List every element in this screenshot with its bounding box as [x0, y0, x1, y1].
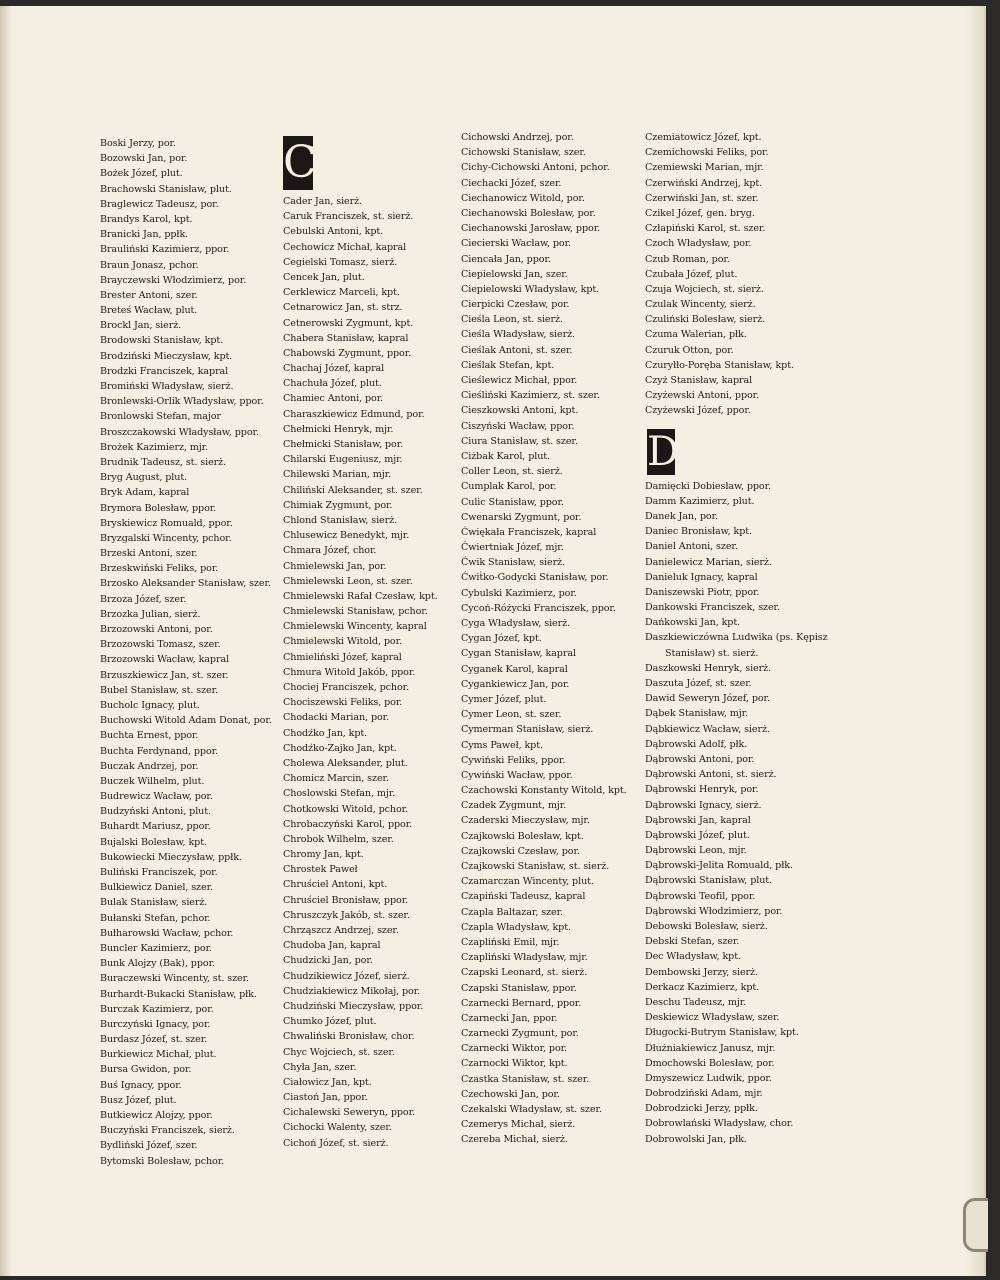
name-entry: Chełmicki Henryk, mjr.	[283, 423, 394, 435]
name-entry: Brodzki Franciszek, kapral	[100, 365, 229, 377]
name-entry: Chyła Jan, szer.	[283, 1061, 357, 1073]
drop-cap-d: D	[647, 428, 679, 475]
name-entry: Dąbkiewicz Wacław, sierż.	[645, 723, 770, 735]
name-entry: Czuliński Bolesław, sierż.	[645, 314, 766, 326]
name-entry: Czechowski Jan, por.	[461, 1088, 560, 1100]
name-entry: Brester Antoni, szer.	[100, 289, 198, 301]
name-entry: Buraczewski Wincenty, st. szer.	[100, 973, 249, 985]
name-entry: Cumplak Karol, por.	[461, 481, 557, 493]
name-entry: Brzosko Aleksander Stanisław, szer.	[100, 578, 271, 590]
name-entry: Chabowski Zygmunt, ppor.	[283, 347, 412, 359]
name-entry: Dąbrowski Antoni, st. sierż.	[645, 769, 777, 781]
name-entry: Czemichowski Feliks, por.	[645, 147, 769, 159]
name-entry: Brzeski Antoni, szer.	[100, 548, 198, 560]
name-entry: Daniel Antoni, szer.	[645, 541, 738, 553]
name-entry: Dąbek Stanisław, mjr.	[645, 708, 748, 720]
name-entry: Cygankiewicz Jan, por.	[461, 678, 570, 690]
name-entry: Czulak Wincenty, sierż.	[645, 299, 756, 311]
name-entry: Bułanski Stefan, pchor.	[100, 912, 211, 924]
drop-cap-c: C	[283, 137, 317, 188]
name-entry: Bryzgalski Wincenty, pchor.	[100, 532, 232, 544]
name-entry: Stanisław) st. sierż.	[665, 647, 759, 659]
name-entry: Brauliński Kazimierz, ppor.	[100, 244, 230, 256]
name-entry: Ciecierski Wacław, por.	[461, 238, 571, 250]
name-entry: Buchowski Witold Adam Donat, por.	[100, 715, 272, 727]
name-entry: Cywiński Wacław, ppor.	[461, 769, 573, 781]
name-entry: Breteś Wacław, plut.	[100, 305, 198, 317]
name-entry: Bytomski Bolesław, pchor.	[100, 1155, 225, 1167]
name-entry: Chachuła Józef, plut.	[283, 378, 382, 390]
name-entry: Ciechanowicz Witold, por.	[461, 192, 585, 204]
name-entry: Ciechanowski Bolesław, por.	[461, 207, 596, 219]
name-entry: Ćwik Stanisław, sierż.	[461, 557, 565, 569]
name-entry: Czuma Walerian, płk.	[645, 329, 747, 341]
name-entry: Czuruk Otton, por.	[645, 344, 734, 356]
name-entry: Ciżbak Karol, plut.	[461, 450, 550, 462]
name-entry: Buncler Kazimierz, por.	[100, 942, 212, 954]
name-entry: Dobrodzicki Jerzy, ppłk.	[645, 1103, 758, 1115]
name-entry: Daniec Bronisław, kpt.	[645, 526, 753, 538]
name-entry: Chudzikiewicz Józef, sierż.	[283, 970, 410, 982]
name-entry: Czekalski Władysław, st. szer.	[461, 1104, 602, 1115]
name-column-1	[100, 136, 272, 1169]
name-entry: Damięcki Dobiesław, ppor.	[645, 480, 771, 492]
name-entry: Cygan Józef, kpt.	[461, 633, 542, 645]
name-entry: Cyms Paweł, kpt.	[461, 739, 543, 751]
name-entry: Cichoń Józef, st. sierż.	[283, 1137, 389, 1149]
name-entry: Czadek Zygmunt, mjr.	[461, 800, 567, 812]
name-entry: Butkiewicz Alojzy, ppor.	[100, 1110, 213, 1121]
name-entry: Czoch Władysław, por.	[645, 238, 752, 250]
name-entry: Burczak Kazimierz, por.	[100, 1003, 214, 1015]
name-entry: Budrewicz Wacław, por.	[100, 791, 213, 803]
name-entry: Czarnecki Jan, ppor.	[461, 1012, 558, 1024]
name-entry: Brzeskwiński Feliks, por.	[100, 563, 219, 575]
name-entry: Czarnocki Wiktor, kpt.	[461, 1058, 568, 1070]
name-entry: Czapski Stanisław, ppor.	[461, 982, 577, 994]
name-entry: Buchta Ernest, ppor.	[100, 730, 199, 742]
name-entry: Ćwiękała Franciszek, kapral	[461, 526, 597, 538]
name-entry: Chwaliński Bronisław, chor.	[283, 1031, 415, 1043]
name-entry: Budzyński Antoni, plut.	[100, 806, 211, 818]
name-entry: Ciepielowski Władysław, kpt.	[461, 283, 600, 295]
name-entry: Dąbrowski Teofil, ppor.	[645, 890, 756, 902]
name-entry: Cymerman Stanisław, sierż.	[461, 724, 594, 736]
name-entry: Buhardt Mariusz, ppor.	[100, 821, 211, 833]
name-entry: Dańkowski Jan, kpt.	[645, 617, 741, 629]
name-entry: Czapski Leonard, st. sierż.	[461, 967, 588, 979]
name-entry: Czyżewski Józef, ppor.	[645, 405, 751, 417]
name-entry: Chmielewski Leon, st. szer.	[283, 575, 413, 587]
name-entry: Chruściel Bronisław, ppor.	[283, 894, 409, 906]
name-entry: Daniszewski Piotr, ppor.	[645, 586, 760, 598]
name-entry: Culic Stanisław, ppor.	[461, 496, 564, 508]
name-entry: Czerwiński Andrzej, kpt.	[645, 177, 763, 189]
name-entry: Brożek Kazimierz, mjr.	[100, 441, 209, 453]
name-entry: Brodziński Mieczysław, kpt.	[100, 350, 233, 362]
name-entry: Cichocki Walenty, szer.	[283, 1122, 392, 1134]
name-entry: Danielewicz Marian, sierż.	[645, 556, 772, 568]
name-entry: Charaszkiewicz Edmund, por.	[283, 408, 425, 420]
name-entry: Bubel Stanisław, st. szer.	[100, 684, 218, 696]
name-entry: Buliński Franciszek, por.	[100, 867, 218, 878]
name-entry: Chrząszcz Andrzej, szer.	[283, 925, 399, 936]
name-entry: Dąbrowski Jan, kapral	[645, 814, 751, 826]
name-entry: Cyga Władysław, sierż.	[461, 618, 571, 629]
name-entry: Dąbrowski Antoni, por.	[645, 753, 755, 765]
name-entry: Dobrowolski Jan, płk.	[645, 1133, 747, 1145]
name-entry: Ciencała Jan, ppor.	[461, 253, 551, 265]
name-entry: Chilewski Marian, mjr.	[283, 469, 392, 481]
name-entry: Bulkiewicz Daniel, szer.	[100, 882, 213, 894]
name-entry: Dąbrowski Ignacy, sierż.	[645, 799, 762, 811]
name-entry: Czapiński Tadeusz, kapral	[461, 891, 586, 903]
name-entry: Brockl Jan, sierż.	[100, 320, 182, 332]
name-entry: Brudnik Tadeusz, st. sierż.	[100, 456, 227, 468]
name-entry: Bryk Adam, kapral	[100, 487, 190, 499]
name-entry: Brzuszkiewicz Jan, st. szer.	[100, 669, 229, 681]
name-entry: Danieluk Ignacy, kapral	[645, 571, 758, 583]
name-entry: Buczak Andrzej, por.	[100, 760, 199, 772]
name-entry: Braglewicz Tadeusz, por.	[100, 198, 219, 210]
name-entry: Braun Jonasz, pchor.	[100, 259, 199, 271]
name-entry: Cygan Stanisław, kapral	[461, 648, 576, 660]
name-entry: Cichy-Cichowski Antoni, pchor.	[461, 162, 610, 174]
name-entry: Burdasz Józef, st. szer.	[100, 1034, 208, 1046]
name-entry: Cieszkowski Antoni, kpt.	[461, 405, 579, 417]
name-entry: Cechowicz Michał, kapral	[283, 241, 407, 253]
name-entry: Chmara Józef, chor.	[283, 545, 377, 557]
name-entry: Brandys Karol, kpt.	[100, 213, 193, 225]
name-entry: Chrostek Paweł	[283, 864, 358, 876]
name-entry: Bydliński Józef, szer.	[100, 1140, 198, 1152]
name-entry: Dmyszewicz Ludwik, ppor.	[645, 1072, 772, 1084]
name-entry: Chachaj Józef, kapral	[283, 363, 385, 375]
name-entry: Czaderski Mieczysław, mjr.	[461, 815, 590, 827]
name-entry: Chruściel Antoni, kpt.	[283, 879, 388, 891]
name-entry: Czubała Józef, plut.	[645, 268, 738, 280]
name-entry: Chotkowski Witold, pchor.	[283, 803, 409, 815]
name-entry: Chełmicki Stanisław, por.	[283, 439, 404, 450]
name-entry: Dąbrowski Józef, plut.	[645, 829, 750, 841]
name-entry: Czemiatowicz Józef, kpt.	[645, 132, 762, 143]
name-entry: Buczyński Franciszek, sierż.	[100, 1125, 235, 1137]
name-entry: Coller Leon, st. sierż.	[461, 466, 563, 478]
name-entry: Chrobok Wilhelm, szer.	[283, 833, 394, 845]
name-entry: Brodowski Stanisław, kpt.	[100, 335, 224, 347]
name-entry: Ciastoń Jan, ppor.	[283, 1092, 368, 1104]
name-entry: Czapla Baltazar, szer.	[461, 906, 563, 918]
name-entry: Brzozka Julian, sierż.	[100, 608, 201, 620]
name-column-2	[283, 136, 438, 1151]
spine-shadow	[0, 6, 12, 1276]
name-entry: Cetnarowicz Jan, st. strz.	[283, 302, 403, 314]
name-entry: Bronlowski Stefan, major	[100, 411, 221, 423]
name-entry: Człapiński Karol, st. szer.	[645, 223, 766, 235]
name-entry: Burczyński Ignacy, por.	[100, 1018, 211, 1030]
name-entry: Cyganek Karol, kapral	[461, 663, 568, 675]
binder-clip-icon	[963, 1198, 988, 1252]
name-entry: Ćwiertniak Józef, mjr.	[461, 542, 564, 554]
name-entry: Chamiec Antoni, por.	[283, 393, 384, 405]
name-entry: Chimiak Zygmunt, por.	[283, 499, 393, 511]
name-entry: Dąbrowski Włodzimierz, por.	[645, 905, 783, 917]
name-entry: Czemerys Michał, sierż.	[461, 1119, 576, 1131]
name-entry: Bułharowski Wacław, pchor.	[100, 927, 234, 939]
name-entry: Chabera Stanisław, kapral	[283, 332, 409, 344]
name-entry: Burkiewicz Michał, plut.	[100, 1049, 217, 1061]
name-entry: Cycoń-Różycki Franciszek, ppor.	[461, 602, 616, 614]
name-entry: Cymer Józef, plut.	[461, 693, 547, 705]
name-entry: Czamarczan Wincenty, plut.	[461, 876, 594, 888]
name-entry: Dobrodziński Adam, mjr.	[645, 1088, 763, 1100]
name-entry: Buchta Ferdynand, ppor.	[100, 745, 219, 757]
name-entry: Brayczewski Włodzimierz, por.	[100, 274, 247, 286]
book-page	[0, 6, 986, 1276]
name-entry: Daszuta Józef, st. szer.	[645, 678, 752, 689]
name-entry: Cymer Leon, st. szer.	[461, 709, 562, 721]
name-entry: Chruszczyk Jakób, st. szer.	[283, 909, 410, 921]
name-entry: Dec Władysław, kpt.	[645, 951, 741, 963]
name-entry: Chociej Franciszek, pchor.	[283, 682, 410, 693]
name-entry: Daszkowski Henryk, sierż.	[645, 662, 772, 674]
name-entry: Buczek Wilhelm, plut.	[100, 775, 205, 787]
name-entry: Chmieliński Józef, kapral	[283, 651, 402, 663]
name-entry: Brymora Bolesław, ppor.	[100, 502, 217, 514]
name-entry: Chiliński Aleksander, st. szer.	[283, 484, 423, 496]
name-entry: Debowski Bolesław, sierż.	[645, 921, 768, 932]
name-entry: Cichalewski Seweryn, ppor.	[283, 1107, 415, 1119]
name-entry: Deschu Tadeusz, mjr.	[645, 996, 747, 1008]
name-entry: Cieśla Leon, st. sierż.	[461, 314, 563, 326]
name-entry: Czikel Józef, gen. bryg.	[645, 207, 755, 219]
name-entry: Ciszyński Wacław, ppor.	[461, 420, 575, 432]
name-entry: Caruk Franciszek, st. sierż.	[283, 211, 414, 223]
name-entry: Bryg August, plut.	[100, 472, 188, 484]
name-entry: Bucholc Ignacy, plut.	[100, 699, 200, 711]
name-entry: Czemiewski Marian, mjr.	[645, 162, 764, 174]
name-entry: Chmielewski Witold, por.	[283, 636, 402, 648]
name-entry: Chlusewicz Benedykt, mjr.	[283, 530, 410, 542]
name-entry: Brzoza Józef, szer.	[100, 593, 187, 605]
name-entry: Chyc Wojciech, st. szer.	[283, 1046, 395, 1058]
name-entry: Dmochowski Bolesław, por.	[645, 1057, 775, 1069]
name-entry: Deskiewicz Władysław, szer.	[645, 1012, 780, 1024]
name-entry: Bromiński Władysław, sierż.	[100, 381, 234, 392]
name-entry: Ćwiṫko-Godycki Stanisław, por.	[461, 572, 609, 584]
name-list-c-continued	[645, 130, 828, 419]
name-entry: Boski Jerzy, por.	[100, 138, 176, 149]
name-entry: Dembowski Jerzy, sierż.	[645, 966, 758, 978]
name-entry: Cetnerowski Zygmunt, kpt.	[283, 317, 414, 329]
name-entry: Brzozowski Wacław, kapral	[100, 654, 230, 666]
name-entry: Cieślewicz Michał, ppor.	[461, 375, 578, 386]
name-entry: Cybulski Kazimierz, por.	[461, 587, 577, 599]
name-entry: Chromy Jan, kpt.	[283, 849, 364, 861]
name-entry: Cieśliński Kazimierz, st. szer.	[461, 390, 600, 402]
name-entry: Bronlewski-Orlik Władysław, ppor.	[100, 396, 264, 408]
name-entry: Chmura Witold Jakób, ppor.	[283, 666, 416, 678]
name-column-4	[645, 130, 828, 1147]
name-entry: Burhardt-Bukacki Stanisław, płk.	[100, 988, 257, 1000]
name-entry: Chrobaczyński Karol, ppor.	[283, 818, 413, 830]
name-entry: Chilarski Eugeniusz, mjr.	[283, 454, 403, 466]
name-entry: Bunk Alojzy (Bak), ppor.	[100, 958, 215, 970]
name-entry: Branicki Jan, ppłk.	[100, 229, 189, 241]
name-entry: Cieślak Antoni, st. szer.	[461, 344, 573, 356]
name-entry: Czarnecki Zygmunt, por.	[461, 1028, 579, 1040]
name-entry: Brachowski Stanisław, plut.	[100, 183, 232, 195]
name-entry: Dawid Seweryn Józef, por.	[645, 693, 770, 705]
name-entry: Dankowski Franciszek, szer.	[645, 602, 780, 614]
name-entry: Ciechacki Józef, szer.	[461, 177, 562, 189]
name-entry: Chudziakiewicz Mikołaj, por.	[283, 985, 421, 997]
name-entry: Ciura Stanisław, st. szer.	[461, 435, 578, 447]
name-entry: Brzozowski Tomasz, szer.	[100, 639, 221, 651]
name-column-3	[461, 130, 627, 1148]
name-entry: Czapliński Władysław, mjr.	[461, 952, 588, 964]
name-entry: Czereba Michał, sierż.	[461, 1134, 568, 1146]
name-entry: Bożek Józef, plut.	[100, 168, 183, 180]
name-entry: Danek Jan, por.	[645, 510, 718, 522]
name-entry: Chodźko Jan, kpt.	[283, 727, 368, 739]
name-entry: Dąbrowski Leon, mjr.	[645, 845, 747, 857]
name-entry: Chudoba Jan, kapral	[283, 940, 381, 952]
name-entry: Cierpicki Czesław, por.	[461, 299, 570, 311]
name-entry: Dłużniakiewicz Janusz, mjr.	[645, 1042, 776, 1054]
name-entry: Czyż Stanisław, kapral	[645, 375, 753, 386]
name-entry: Damm Kazimierz, plut.	[645, 495, 755, 507]
name-entry: Bukowiecki Mieczysław, ppłk.	[100, 851, 242, 863]
name-entry: Bulak Stanisław, sierż.	[100, 897, 208, 909]
name-entry: Czajkowski Czesław, por.	[461, 845, 580, 857]
name-entry: Dąbrowski Stanisław, plut.	[645, 875, 772, 887]
name-entry: Cieśla Władysław, sierż.	[461, 329, 575, 341]
name-entry: Cywiński Feliks, ppor.	[461, 754, 566, 766]
name-entry: Ciechanowski Jarosław, ppor.	[461, 223, 601, 235]
name-entry: Bujalski Bolesław, kpt.	[100, 836, 207, 848]
name-entry: Dąbrowski Adolf, płk.	[645, 738, 748, 750]
name-entry: Cholewa Aleksander, plut.	[283, 757, 408, 769]
name-entry: Cencek Jan, plut.	[283, 271, 365, 283]
name-entry: Czastka Stanisław, st. szer.	[461, 1073, 590, 1085]
name-entry: Ciałowicz Jan, kpt.	[283, 1076, 372, 1088]
name-entry: Dąbrowski Henryk, por.	[645, 784, 759, 796]
name-entry: Cichowski Andrzej, por.	[461, 132, 574, 143]
name-entry: Chudzicki Jan, por.	[283, 955, 373, 967]
name-entry: Buś Ignacy, ppor.	[100, 1079, 182, 1091]
name-entry: Cichowski Stanisław, szer.	[461, 147, 586, 159]
name-entry: Cerklewicz Marceli, kpt.	[283, 287, 400, 299]
name-entry: Cieślak Stefan, kpt.	[461, 359, 555, 371]
name-entry: Chudziński Mieczysław, ppor.	[283, 1000, 424, 1012]
name-entry: Czuja Wojciech, st. sierż.	[645, 283, 764, 295]
name-entry: Czarnecki Bernard, ppor.	[461, 997, 582, 1009]
name-entry: Dąbrowski-Jelita Romuald, płk.	[645, 860, 793, 872]
name-entry: Czapliński Emil, mjr.	[461, 936, 560, 948]
name-entry: Busz Józef, plut.	[100, 1094, 177, 1106]
name-entry: Chodacki Marian, por.	[283, 712, 390, 724]
name-entry: Czapla Władysław, kpt.	[461, 921, 571, 933]
name-entry: Chodźko-Zajko Jan, kpt.	[283, 742, 397, 754]
name-list-d	[645, 479, 828, 1147]
name-entry: Czarnecki Wiktor, por.	[461, 1043, 567, 1055]
name-entry: Choslowski Stefan, mjr.	[283, 788, 396, 800]
name-entry: Czajkowski Bolesław, kpt.	[461, 830, 584, 842]
name-entry: Bryskiewicz Romuald, ppor.	[100, 517, 233, 529]
name-entry: Czuryłło-Poręba Stanisław, kpt.	[645, 359, 794, 371]
name-entry: Czajkowski Stanisław, st. sierż.	[461, 861, 610, 872]
name-entry: Debski Stefan, szer.	[645, 936, 740, 948]
page-edge-shadow	[966, 6, 984, 1276]
name-entry: Chmielewski Rafał Czesław, kpt.	[283, 590, 438, 602]
name-entry: Dobrowlański Władysław, chor.	[645, 1118, 794, 1130]
name-entry: Chumko Józef, plut.	[283, 1016, 377, 1028]
name-entry: Broszczakowski Władysław, ppor.	[100, 426, 259, 438]
name-entry: Czachowski Konstanty Witold, kpt.	[461, 785, 627, 797]
name-entry: Cegielski Tomasz, sierż.	[283, 256, 398, 268]
name-entry: Brzozowski Antoni, por.	[100, 624, 213, 635]
name-entry: Chociszewski Feliks, por.	[283, 697, 403, 709]
name-entry: Cebulski Antoni, kpt.	[283, 226, 384, 238]
name-entry: Ciepielowski Jan, szer.	[461, 268, 568, 280]
name-entry: Daszkiewiczówna Ludwika (ps. Kępisz	[645, 632, 828, 644]
name-entry: Cader Jan, sierż.	[283, 196, 363, 207]
name-entry: Długocki-Butrym Stanisław, kpt.	[645, 1027, 799, 1039]
name-entry: Chmielewski Stanisław, pchor.	[283, 606, 428, 618]
name-entry: Chmielewski Jan, por.	[283, 560, 387, 572]
name-entry: Czerwiński Jan, st. szer.	[645, 192, 759, 204]
name-entry: Chomicz Marcin, szer.	[283, 773, 389, 785]
name-entry: Czyżewski Antoni, ppor.	[645, 390, 760, 402]
name-entry: Chmielewski Wincenty, kapral	[283, 621, 427, 633]
name-entry: Czub Roman, por.	[645, 253, 730, 265]
name-entry: Bozowski Jan, por.	[100, 153, 188, 165]
name-entry: Chlond Stanisław, sierż.	[283, 514, 398, 526]
name-entry: Cwenarski Zygmunt, por.	[461, 511, 582, 523]
name-entry: Derkacz Kazimierz, kpt.	[645, 981, 760, 993]
name-entry: Bursa Gwidon, por.	[100, 1064, 192, 1076]
